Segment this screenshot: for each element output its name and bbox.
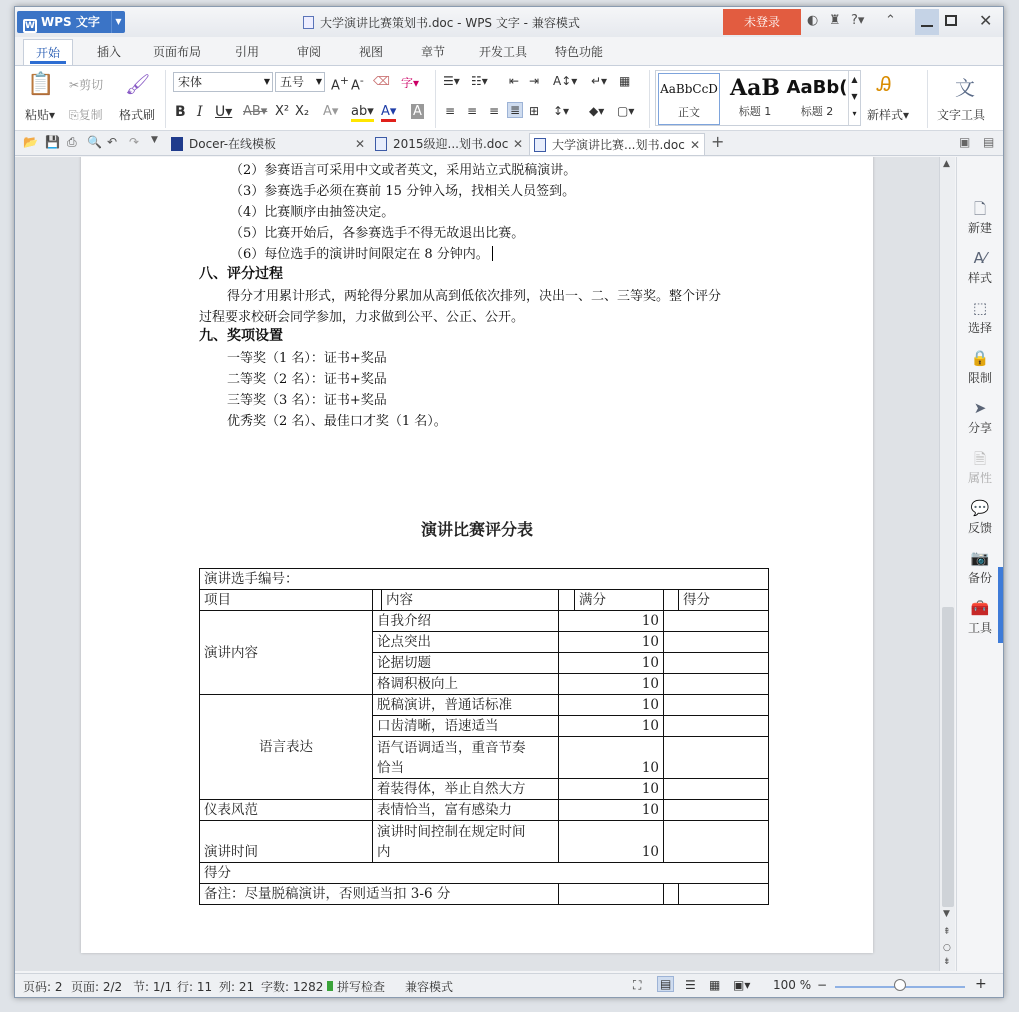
style-sample: AaB (730, 75, 780, 101)
font-size-value: 五号 (280, 75, 305, 89)
quick-access-dropdown[interactable]: ▼ (151, 135, 158, 145)
format-painter-button[interactable]: 格式刷 (119, 108, 156, 122)
window-title (303, 14, 580, 31)
content-text: 演讲时间控制在规定时间 (377, 824, 526, 840)
chat-icon: 💬 (970, 499, 990, 517)
text-tools-button[interactable]: 文字工具 (937, 108, 986, 122)
right-task-panel (956, 157, 1003, 971)
panel-label: 工具 (967, 621, 992, 635)
grow-font-button[interactable]: A+ (331, 74, 349, 94)
panel-label: 分享 (967, 421, 992, 435)
full-score-cell[interactable]: 10 (559, 716, 664, 737)
content-cell[interactable]: 自我介绍 (373, 611, 559, 632)
cut-label: 剪切 (79, 78, 104, 92)
score-cell[interactable] (664, 695, 769, 716)
zoom-slider-handle[interactable] (894, 979, 906, 991)
phonetic-icon[interactable]: 字▾ (401, 76, 420, 90)
new-doc-icon: 🗋 (973, 200, 987, 218)
app-name: WPS 文字 (41, 15, 100, 29)
distribute-button[interactable]: ⊞ (529, 104, 540, 118)
camera-icon: 📷 (970, 549, 990, 567)
title-bar (15, 7, 1003, 37)
panel-label: 属性 (967, 471, 992, 485)
text-cursor (492, 246, 493, 261)
status-compat-mode: 兼容模式 (405, 980, 454, 994)
table-row (200, 821, 769, 863)
table-row (200, 695, 769, 716)
style-sample: AaBbCcD (660, 82, 718, 96)
outline-view-icon[interactable]: ☰ (685, 978, 696, 992)
print-icon[interactable]: ⎙ (67, 135, 77, 149)
doc-tab-label: Docer-在线模板 (189, 137, 277, 151)
style-normal[interactable] (658, 73, 720, 125)
tab-insert[interactable]: 插入 (97, 45, 122, 59)
shading-button[interactable]: ◆▾ (589, 104, 605, 118)
style-sample: AaBb( (786, 77, 848, 98)
document-area (15, 157, 939, 971)
chevron-down-icon[interactable]: ▼ (111, 11, 125, 33)
align-left-button[interactable]: ≡ (445, 104, 456, 118)
panel-select-button[interactable] (957, 299, 1003, 336)
spell-check-toggle[interactable] (327, 978, 385, 995)
content-cell[interactable]: 论据切题 (373, 653, 559, 674)
panel-feedback-button[interactable] (957, 499, 1003, 536)
content-cell[interactable] (373, 821, 559, 863)
table-button[interactable]: ▦ (619, 74, 631, 88)
reading-view-icon[interactable]: ▣▾ (733, 978, 751, 992)
paragraph-line: 得分才用累计形式，两轮得分累加从高到低依次排列，决出一、二、三等奖。整个评分 (227, 289, 722, 304)
open-icon[interactable]: 📂 (23, 135, 38, 149)
paste-button[interactable]: 粘贴▾ (25, 108, 56, 122)
panel-label: 备份 (967, 571, 992, 585)
page-view-icon[interactable]: ▤ (657, 976, 674, 992)
font-color-button[interactable]: A▾ (381, 104, 396, 122)
wps-window (14, 6, 1004, 998)
style-gallery (655, 70, 861, 126)
new-style-icon[interactable]: Ꭿ (877, 72, 892, 96)
score-cell[interactable] (664, 800, 769, 821)
rule-line-text: （6）每位选手的演讲时间限定在 8 分钟内。 (230, 247, 489, 262)
vertical-scrollbar[interactable] (939, 157, 955, 971)
divider (165, 70, 166, 128)
full-score-cell[interactable]: 10 (559, 611, 664, 632)
borders-button[interactable]: ▢▾ (617, 104, 635, 118)
score-cell[interactable] (664, 779, 769, 800)
note-spacer-cell[interactable] (559, 884, 664, 905)
close-tab-icon[interactable]: ✕ (354, 137, 365, 151)
tab-page-layout[interactable]: 页面布局 (153, 45, 202, 59)
new-style-label: 新样式 (867, 108, 904, 122)
style-label: 标题 1 (738, 105, 772, 118)
scroll-up-icon[interactable]: ▲ (943, 159, 950, 169)
tab-list-icon[interactable]: ▣ (959, 135, 971, 149)
next-page-icon[interactable]: ⇟ (943, 957, 951, 967)
award-line: 优秀奖（2 名）、最佳口才奖（1 名）。 (227, 414, 447, 429)
table-row (200, 569, 769, 590)
lock-icon: 🔒 (970, 349, 990, 367)
full-score-cell[interactable]: 10 (559, 737, 664, 779)
chevron-down-icon: ▼ (315, 77, 322, 86)
share-icon: ➤ (973, 399, 987, 417)
score-cell[interactable] (664, 737, 769, 779)
content-cell[interactable]: 着装得体，举止自然大方 (373, 779, 559, 800)
text-tools-icon[interactable]: 文 (955, 76, 975, 100)
scroll-down-icon[interactable]: ▼ (943, 909, 950, 919)
score-cell[interactable] (664, 653, 769, 674)
new-tab-button[interactable]: + (711, 132, 725, 151)
content-text: 恰当 (377, 760, 404, 776)
login-button[interactable]: 未登录 (723, 9, 801, 35)
rule-line: （2）参赛语言可采用中文或者英文，采用站立式脱稿演讲。 (230, 163, 577, 178)
note-spacer-cell[interactable] (679, 884, 769, 905)
group-cell[interactable]: 语言表达 (200, 695, 373, 800)
ribbon-home (15, 65, 1003, 131)
table-row (200, 611, 769, 632)
content-text: 内 (377, 844, 391, 860)
window-title-text: 大学演讲比赛策划书.doc - WPS 文字 - 兼容模式 (320, 16, 580, 30)
wps-logo-icon: W (23, 19, 37, 33)
tab-special[interactable]: 特色功能 (555, 45, 604, 59)
docer-icon (171, 137, 183, 151)
status-word-count[interactable]: 字数: 1282 (261, 980, 324, 994)
decrease-indent-button[interactable]: ⇤ (509, 74, 520, 88)
table-row (200, 590, 769, 611)
content-text: 语气语调适当，重音节奏 (377, 740, 526, 756)
panel-restrict-button[interactable] (957, 349, 1003, 386)
content-cell[interactable]: 论点突出 (373, 632, 559, 653)
content-cell[interactable]: 脱稿演讲，普通话标准 (373, 695, 559, 716)
document-tab-bar (15, 131, 1003, 156)
score-cell[interactable] (664, 674, 769, 695)
rule-line: （5）比赛开始后，各参赛选手不得无故退出比赛。 (230, 226, 525, 241)
full-score-cell[interactable]: 10 (559, 800, 664, 821)
font-name-select[interactable] (173, 72, 273, 92)
shrink-font-button[interactable]: A- (351, 74, 364, 94)
cut-button[interactable] (69, 76, 103, 93)
award-line: 一等奖（1 名）：证书+奖品 (227, 351, 387, 366)
status-pages[interactable]: 页面: 2/2 (71, 980, 123, 994)
divider (435, 70, 436, 128)
status-row[interactable]: 行: 11 (177, 980, 213, 994)
close-tab-icon[interactable]: ✕ (689, 138, 700, 152)
skin-icon[interactable]: ◐ (807, 13, 819, 28)
table-row (200, 863, 769, 884)
increase-indent-button[interactable]: ⇥ (529, 74, 540, 88)
score-cell[interactable] (664, 716, 769, 737)
spell-check-indicator-icon (327, 981, 333, 991)
copy-button[interactable] (69, 106, 103, 123)
content-cell[interactable]: 口齿清晰，语速适当 (373, 716, 559, 737)
prev-page-icon[interactable]: ⇞ (943, 927, 951, 937)
award-line: 三等奖（3 名）：证书+奖品 (227, 393, 387, 408)
full-score-cell[interactable]: 10 (559, 779, 664, 800)
document-icon (303, 16, 314, 29)
section-heading: 八、评分过程 (199, 266, 283, 282)
note-cell[interactable]: 备注：尽量脱稿演讲，否则适当扣 3-6 分 (200, 884, 559, 905)
tab-references[interactable]: 引用 (235, 45, 260, 59)
paste-icon[interactable]: 📋 (27, 72, 55, 97)
help-label: ? (851, 13, 858, 28)
chinese-layout-button[interactable]: A↕▾ (553, 74, 578, 88)
tab-view[interactable]: 视图 (359, 45, 384, 59)
menu-tabs (15, 39, 1003, 65)
score-cell[interactable] (664, 632, 769, 653)
divider (649, 70, 650, 128)
chevron-down-icon: ▼ (263, 77, 270, 86)
tab-home[interactable]: 开始 (23, 39, 73, 66)
clear-format-icon[interactable]: ⌫ (373, 74, 390, 88)
font-size-select[interactable] (275, 72, 325, 92)
tab-review[interactable]: 审阅 (297, 45, 322, 59)
undo-icon[interactable]: ↶ (107, 135, 118, 149)
toolbox-icon: 🧰 (970, 599, 990, 617)
divider (927, 70, 928, 128)
content-cell[interactable]: 格调积极向上 (373, 674, 559, 695)
content-cell[interactable] (373, 737, 559, 779)
table-row (200, 800, 769, 821)
zoom-out-button[interactable]: − (817, 978, 828, 992)
panel-style-button[interactable] (957, 249, 1003, 286)
copy-icon: ⎘ (69, 108, 79, 122)
highlight-button[interactable]: ab▾ (351, 104, 374, 122)
minimize-icon (921, 25, 933, 27)
note-spacer-cell[interactable] (664, 884, 679, 905)
scissors-icon: ✂ (69, 78, 80, 92)
select-browse-icon[interactable]: ○ (943, 943, 951, 953)
doc-tab-2015[interactable] (371, 133, 527, 155)
panel-label: 反馈 (967, 521, 992, 535)
zoom-level[interactable]: 100 % (773, 978, 812, 992)
underline-button[interactable]: U▾ (215, 104, 233, 120)
help-button[interactable]: ?▾ (851, 13, 865, 28)
shirt-icon[interactable]: ♜ (829, 13, 841, 28)
align-right-button[interactable]: ≡ (489, 104, 500, 118)
doc-tab-docer[interactable] (167, 133, 369, 155)
panel-backup-button[interactable] (957, 549, 1003, 586)
panel-resize-handle[interactable] (998, 567, 1003, 643)
bold-button[interactable]: B (175, 104, 186, 120)
table-title: 演讲比赛评分表 (420, 520, 533, 539)
group-cell[interactable]: 演讲内容 (200, 611, 373, 695)
group-cell[interactable]: 演讲时间 (200, 821, 373, 863)
style-label: 正文 (678, 106, 700, 119)
minimize-button[interactable] (915, 9, 939, 35)
score-cell[interactable] (664, 821, 769, 863)
align-center-button[interactable]: ≡ (467, 104, 478, 118)
italic-button[interactable]: I (197, 104, 203, 120)
collapse-ribbon-icon[interactable]: ⌃ (885, 13, 896, 28)
panel-new-button[interactable] (957, 199, 1003, 236)
panel-properties-button[interactable] (957, 449, 1003, 486)
copy-label: 复制 (78, 108, 103, 122)
rule-line: （3）参赛选手必须在赛前 15 分钟入场，找相关人员签到。 (230, 184, 576, 199)
close-tab-icon[interactable]: ✕ (512, 137, 523, 151)
strikethrough-button[interactable]: AB▾ (243, 104, 268, 119)
line-spacing-button[interactable]: ↕▾ (553, 104, 570, 118)
maximize-button[interactable] (945, 15, 957, 26)
print-preview-icon[interactable]: 🔍 (87, 135, 102, 149)
document-icon (534, 138, 546, 152)
show-marks-button[interactable]: ↵▾ (591, 74, 608, 88)
panel-label: 新建 (967, 221, 992, 235)
document-page[interactable] (81, 157, 873, 953)
tab-developer[interactable]: 开发工具 (479, 45, 528, 59)
save-icon[interactable]: 💾 (45, 135, 60, 149)
redo-icon[interactable]: ↷ (129, 135, 140, 149)
subscript-button[interactable]: X₂ (295, 104, 310, 119)
section-heading: 九、奖项设置 (199, 328, 283, 344)
bullets-button[interactable]: ☰▾ (443, 74, 460, 88)
style-heading-2[interactable] (786, 73, 848, 125)
award-line: 二等奖（2 名）：证书+奖品 (227, 372, 387, 387)
style-heading-1[interactable] (724, 73, 786, 125)
char-shading-button[interactable]: A (413, 104, 422, 119)
full-score-cell[interactable]: 10 (559, 695, 664, 716)
header-cell[interactable]: 满分 (575, 590, 664, 611)
document-icon (375, 137, 387, 151)
panel-label: 选择 (967, 321, 992, 335)
scrollbar-thumb[interactable] (942, 607, 954, 907)
contestant-cell[interactable]: 演讲选手编号： (200, 569, 769, 590)
group-cell[interactable]: 仪表风范 (200, 800, 373, 821)
web-view-icon[interactable]: ▦ (709, 978, 721, 992)
rule-line: （4）比赛顺序由抽签决定。 (230, 205, 395, 220)
tab-chapter[interactable]: 章节 (421, 45, 446, 59)
doc-tab-label: 2015级迎...划书.doc (393, 137, 509, 151)
wps-app-menu-button[interactable] (17, 11, 125, 33)
numbering-button[interactable]: ☷▾ (471, 74, 488, 88)
spell-check-label: 拼写检查 (337, 980, 386, 994)
full-score-cell[interactable]: 10 (559, 821, 664, 863)
table-row (200, 884, 769, 905)
doc-tab-label: 大学演讲比赛...划书.doc (552, 138, 685, 152)
header-cell[interactable]: 项目 (200, 590, 373, 611)
panel-tools-button[interactable] (957, 599, 1003, 636)
font-name-value: 宋体 (178, 75, 203, 89)
doc-tab-active[interactable] (529, 133, 705, 155)
zoom-in-button[interactable]: + (975, 976, 987, 992)
status-col[interactable]: 列: 21 (219, 980, 255, 994)
spacer-cell[interactable] (559, 590, 575, 611)
panel-label: 限制 (967, 371, 992, 385)
total-cell[interactable]: 得分 (200, 863, 769, 884)
format-painter-icon[interactable]: 🖌 (125, 72, 151, 96)
rule-line (230, 243, 493, 262)
status-bar (15, 973, 1003, 997)
text-effect-button[interactable]: A▾ (323, 104, 339, 119)
paste-label: 粘贴 (25, 108, 50, 122)
status-section[interactable]: 节: 1/1 (133, 980, 173, 994)
content-cell[interactable]: 表情恰当，富有感染力 (373, 800, 559, 821)
style-icon: A⁄ (973, 249, 987, 267)
header-cell[interactable]: 得分 (679, 590, 769, 611)
spacer-cell[interactable] (373, 590, 382, 611)
full-screen-icon[interactable]: ⛶ (633, 978, 642, 992)
score-table (199, 568, 769, 905)
full-score-cell[interactable]: 10 (559, 632, 664, 653)
tab-menu-icon[interactable]: ▤ (983, 135, 995, 149)
score-cell[interactable] (664, 611, 769, 632)
superscript-button[interactable]: X² (275, 104, 290, 119)
close-button[interactable]: ✕ (979, 11, 993, 30)
cursor-icon: ⬚ (972, 299, 988, 317)
properties-icon: 🗎 (973, 450, 987, 468)
panel-label: 样式 (967, 271, 992, 285)
style-gallery-scroll[interactable]: ▲ ▼ ▾ (848, 71, 860, 125)
header-cell[interactable]: 内容 (382, 590, 559, 611)
panel-share-button[interactable] (957, 399, 1003, 436)
status-page-code[interactable]: 页码: 2 (23, 980, 63, 994)
justify-button[interactable]: ≣ (507, 102, 523, 118)
full-score-cell[interactable]: 10 (559, 653, 664, 674)
style-label: 标题 2 (800, 105, 834, 118)
paragraph-line: 过程要求校研会同学参加，力求做到公平、公正、公开。 (199, 310, 525, 325)
full-score-cell[interactable]: 10 (559, 674, 664, 695)
spacer-cell[interactable] (664, 590, 679, 611)
new-style-button[interactable]: 新样式▾ (867, 108, 910, 122)
